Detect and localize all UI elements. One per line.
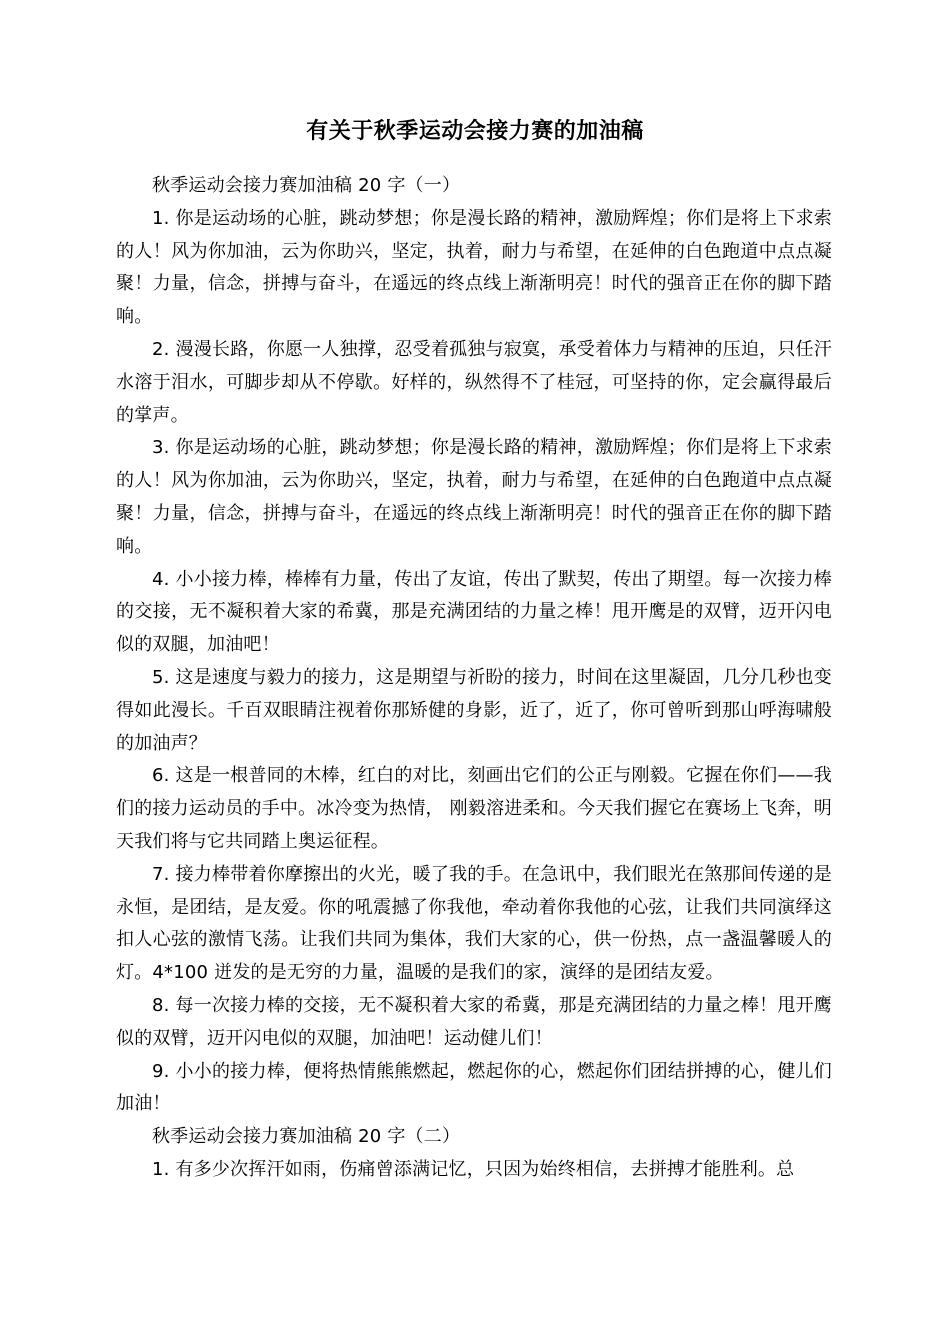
paragraph-2: 2. 漫漫长路，你愿一人独撑，忍受着孤独与寂寞，承受着体力与精神的压迫，只任汗水溶于泪水，可脚步却从不停歇。好样的，纵然得不了桂冠，可坚持的你，定会赢得最后的掌声。 (116, 338, 832, 426)
section-heading-1: 秋季运动会接力赛加油稿 20 字（一） (152, 175, 461, 196)
paragraph-10: 1. 有多少次挥汗如雨，伤痛曾添满记忆，只因为始终相信，去拼搏才能胜利。总 (152, 1158, 795, 1180)
paragraph-6: 6. 这是一根普同的木棒，红白的对比，刻画出它们的公正与刚毅。它握在你们——我们的接力运动员的手中。冰冷变为热情， 刚毅溶进柔和。今天我们握它在赛场上飞奔，明天我们将与它共同踏上奥运征程。 (116, 765, 832, 852)
paragraph-1: 1. 你是运动场的心脏，跳动梦想；你是漫长路的精神，激励辉煌；你们是将上下求索的人！风为你加油，云为你助兴，坚定，执着，耐力与希望，在延伸的白色跑道中点点凝聚！力量，信念，拼搏与奋斗，在遥远的终点线上渐渐明亮！时代的强音正在你的脚下踏响。 (116, 207, 832, 328)
paragraph-8: 8. 每一次接力棒的交接，无不凝积着大家的希冀，那是充满团结的力量之棒！甩开鹰似的双臂，迈开闪电似的双腿，加油吧！运动健儿们！ (116, 994, 832, 1049)
document-title: 有关于秋季运动会接力赛的加油稿 (306, 119, 644, 144)
paragraph-5: 5. 这是速度与毅力的接力，这是期望与祈盼的接力，时间在这里凝固，几分几秒也变得如此漫长。千百双眼睛注视着你那矫健的身影，近了，近了，你可曾听到那山呼海啸般的加油声？ (116, 666, 832, 754)
document-body (116, 170, 832, 1187)
paragraph-7: 7. 接力棒带着你摩擦出的火光，暖了我的手。在急讯中，我们眼光在煞那间传递的是永恒，是团结，是友爱。你的吼震撼了你我他，牵动着你我他的心弦，让我们共同演绎这扣人心弦的激情飞荡。让我们共同为集体，我们大家的心，供一份热，点一盏温馨暖人的灯。4*100 迸发的是无穷的力量，温暖的是我们的家，演绎的是团结友爱。 (116, 863, 832, 984)
paragraph-9: 9. 小小的接力棒，便将热情熊熊燃起，燃起你的心，燃起你们团结拼搏的心，健儿们加油！ (116, 1060, 832, 1115)
paragraph-4: 4. 小小接力棒，棒棒有力量，传出了友谊，传出了默契，传出了期望。每一次接力棒的交接，无不凝积着大家的希冀，那是充满团结的力量之棒！甩开鹰是的双臂，迈开闪电似的双腿，加油吧！ (116, 568, 832, 656)
section-heading-2: 秋季运动会接力赛加油稿 20 字（二） (152, 1126, 461, 1148)
paragraph-3: 3. 你是运动场的心脏，跳动梦想；你是漫长路的精神，激励辉煌；你们是将上下求索的人！风为你加油，云为你助兴，坚定，执着，耐力与希望，在延伸的白色跑道中点点凝聚！力量，信念，拼搏与奋斗，在遥远的终点线上渐渐明亮！时代的强音正在你的脚下踏响。 (116, 437, 832, 557)
